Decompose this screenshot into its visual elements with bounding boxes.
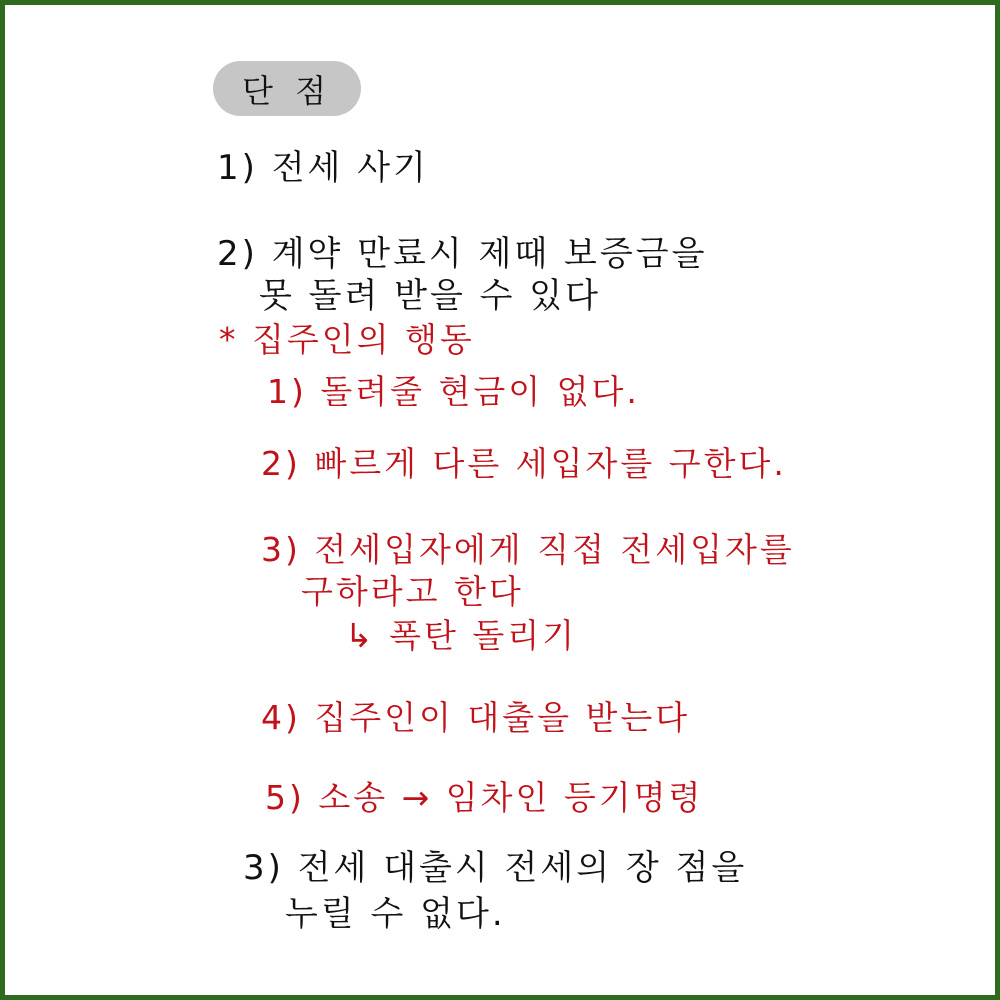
item-3-line-2: 누릴 수 없다. [285,894,506,934]
landlord-action-2: 2) 빠르게 다른 세입자를 구한다. [261,444,787,483]
landlord-action-3-note: ↳ 폭탄 돌리기 [345,616,578,655]
landlord-action-5: 5) 소송 → 임차인 등기명령 [265,778,704,817]
landlord-action-1: 1) 돌려줄 현금이 없다. [267,372,640,411]
disadvantages-header-label: 단 점 [242,71,332,110]
landlord-actions-heading: * 집주인의 행동 [219,320,475,359]
item-3-line-1: 3) 전세 대출시 전세의 장 점을 [243,848,748,888]
item-2-line-2: 못 돌려 받을 수 있다 [259,276,601,316]
item-2-line-1: 2) 계약 만료시 제때 보증금을 [217,234,708,274]
item-1-jeonse-fraud: 1) 전세 사기 [217,148,429,188]
disadvantages-header-badge [213,61,361,116]
landlord-action-3-line-2: 구하라고 한다 [301,572,524,611]
landlord-action-3-line-1: 3) 전세입자에게 직접 전세입자를 [261,530,795,569]
landlord-action-4: 4) 집주인이 대출을 받는다 [261,698,691,737]
